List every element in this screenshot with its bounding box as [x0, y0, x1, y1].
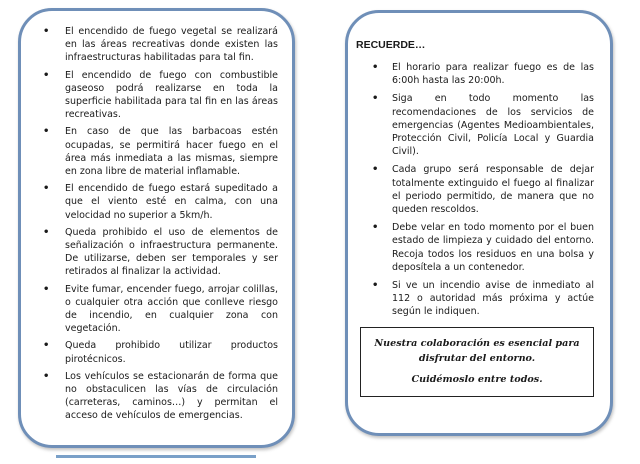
bottom-panel-edge [56, 455, 256, 464]
rule-item: • En caso de que las barbacoas estén ocupadas, se permitirá hacer fuego en el área más inmediata a las mismas, siempre en zona libre de material inflamable. [33, 125, 278, 178]
reminder-heading: RECUERDE… [356, 39, 426, 51]
rule-item: • El encendido de fuego con combustible gaseoso podrá realizarse en toda la superficie habilitada para tal fin en las áreas recreativas. [33, 69, 278, 122]
left-rules-panel [18, 8, 295, 448]
callout-message: Nuestra colaboración es esencial para disfrutar del entorno. [374, 337, 580, 364]
reminder-item: • Debe velar en todo momento por el buen estado de limpieza y cuidado del entorno. Recoja todos los residuos en una bolsa y deposítela a un contenedor. [362, 221, 594, 274]
rules-list [33, 25, 278, 423]
rule-item: • El encendido de fuego vegetal se realizará en las áreas recreativas donde existen las infraestructuras habilitadas para tal fin. [33, 25, 278, 65]
reminder-list [362, 61, 594, 319]
rule-item: • Queda prohibido utilizar productos pirotécnicos. [33, 339, 278, 365]
reminder-item: • El horario para realizar fuego es de las 6:00h hasta las 20:00h. [362, 61, 594, 87]
reminder-item: • Cada grupo será responsable de dejar totalmente extinguido el fuego al finalizar el periodo permitido, de manera que no queden rescoldos. [362, 163, 594, 216]
collaboration-callout-box [360, 327, 594, 397]
rule-item: • Evite fumar, encender fuego, arrojar colillas, o cualquier otra acción que conlleve riesgo de incendio, en cualquier zona con vegetación. [33, 283, 278, 336]
reminder-item: • Siga en todo momento las recomendaciones de los servicios de emergencias (Agentes Medioambientales, Protección Civil, Policía Local y Guardia Civil). [362, 92, 594, 158]
rule-item: • El encendido de fuego estará supeditado a que el viento esté en calma, con una velocidad no superior a 5km/h. [33, 182, 278, 222]
rule-item: • Queda prohibido el uso de elementos de señalización o infraestructura permanente. De utilizarse, deben ser temporales y ser retirados al finalizar la actividad. [33, 226, 278, 279]
rule-item: • Los vehículos se estacionarán de forma que no obstaculicen las vías de circulación (carreteras, caminos…) y permitan el acceso de vehículos de emergencias. [33, 370, 278, 423]
reminder-item: • Si ve un incendio avise de inmediato al 112 o autoridad más próxima y actúe según le indiquen. [362, 279, 594, 319]
callout-slogan: Cuidémoslo entre todos. [411, 373, 543, 385]
reminder-panel [345, 10, 613, 436]
